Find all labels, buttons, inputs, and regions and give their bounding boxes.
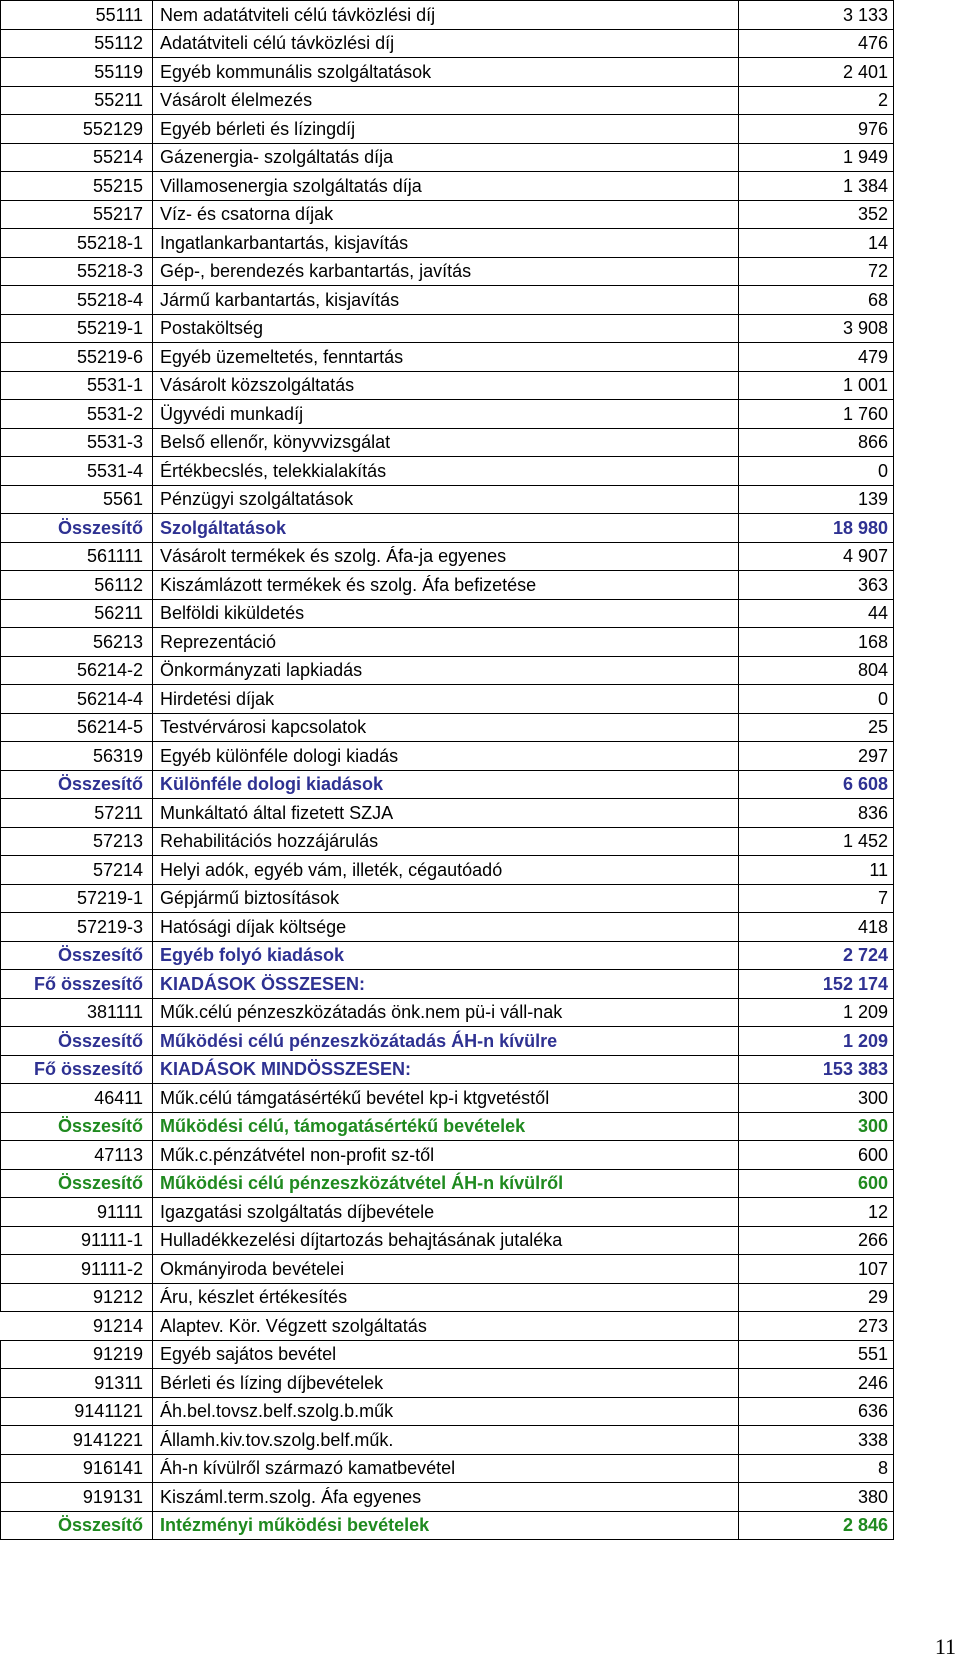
account-name-cell: Adatátviteli célú távközlési díj <box>153 29 739 58</box>
account-name-cell: Önkormányzati lapkiadás <box>153 656 739 685</box>
table-row <box>1 1397 894 1426</box>
amount-cell: 363 <box>739 571 894 600</box>
amount-cell: 300 <box>739 1084 894 1113</box>
account-name-cell: Műk.célú támgatásértékű bevétel kp-i ktgvetéstől <box>153 1084 739 1113</box>
account-code-cell: 55112 <box>1 29 153 58</box>
account-name-cell: Államh.kiv.tov.szolg.belf.műk. <box>153 1426 739 1455</box>
table-row <box>1 428 894 457</box>
amount-cell: 6 608 <box>739 770 894 799</box>
table-row <box>1 827 894 856</box>
amount-cell: 600 <box>739 1141 894 1170</box>
account-name-cell: Műk.célú pénzeszközátadás önk.nem pü-i váll-nak <box>153 998 739 1027</box>
account-code-cell: 55218-4 <box>1 286 153 315</box>
account-name-cell: KIADÁSOK MINDÖSSZESEN: <box>153 1055 739 1084</box>
amount-cell: 1 384 <box>739 172 894 201</box>
account-code-cell: 57219-3 <box>1 913 153 942</box>
subtotal-row <box>1 770 894 799</box>
amount-cell: 107 <box>739 1255 894 1284</box>
amount-cell: 418 <box>739 913 894 942</box>
account-name-cell: Bérleti és lízing díjbevételek <box>153 1369 739 1398</box>
account-name-cell: Postaköltség <box>153 314 739 343</box>
account-code-cell: 381111 <box>1 998 153 1027</box>
amount-cell: 1 209 <box>739 998 894 1027</box>
amount-cell: 352 <box>739 200 894 229</box>
table-row <box>1 856 894 885</box>
subtotal-row <box>1 1169 894 1198</box>
amount-cell: 300 <box>739 1112 894 1141</box>
table-row <box>1 485 894 514</box>
account-name-cell: Egyéb sajátos bevétel <box>153 1340 739 1369</box>
table-row <box>1 1255 894 1284</box>
account-name-cell: Hirdetési díjak <box>153 685 739 714</box>
account-code-cell: 91214 <box>1 1312 153 1341</box>
account-code-cell: 561111 <box>1 542 153 571</box>
account-code-cell: 5531-2 <box>1 400 153 429</box>
account-name-cell: Különféle dologi kiadások <box>153 770 739 799</box>
account-code-cell: Összesítő <box>1 941 153 970</box>
subtotal-row <box>1 941 894 970</box>
table-row <box>1 1312 894 1341</box>
account-name-cell: Vásárolt élelmezés <box>153 86 739 115</box>
amount-cell: 168 <box>739 628 894 657</box>
account-code-cell: 552129 <box>1 115 153 144</box>
subtotal-row <box>1 514 894 543</box>
subtotal-row <box>1 1055 894 1084</box>
account-name-cell: Okmányiroda bevételei <box>153 1255 739 1284</box>
account-code-cell: 57219-1 <box>1 884 153 913</box>
account-code-cell: 55219-6 <box>1 343 153 372</box>
account-code-cell: 55214 <box>1 143 153 172</box>
account-name-cell: Nem adatátviteli célú távközlési díj <box>153 1 739 30</box>
account-code-cell: 91212 <box>1 1283 153 1312</box>
account-code-cell: 5531-3 <box>1 428 153 457</box>
account-code-cell: 5531-4 <box>1 457 153 486</box>
ledger-body <box>1 1 894 1540</box>
account-name-cell: Jármű karbantartás, kisjavítás <box>153 286 739 315</box>
table-row <box>1 884 894 913</box>
amount-cell: 1 001 <box>739 371 894 400</box>
table-row <box>1 913 894 942</box>
account-code-cell: Összesítő <box>1 1027 153 1056</box>
account-code-cell: 55218-3 <box>1 257 153 286</box>
amount-cell: 44 <box>739 599 894 628</box>
amount-cell: 636 <box>739 1397 894 1426</box>
amount-cell: 2 401 <box>739 58 894 87</box>
amount-cell: 476 <box>739 29 894 58</box>
table-row <box>1 286 894 315</box>
table-row <box>1 742 894 771</box>
account-code-cell: 46411 <box>1 1084 153 1113</box>
account-code-cell: 55211 <box>1 86 153 115</box>
amount-cell: 551 <box>739 1340 894 1369</box>
account-code-cell: 91111-1 <box>1 1226 153 1255</box>
table-row <box>1 257 894 286</box>
account-code-cell: 55219-1 <box>1 314 153 343</box>
amount-cell: 3 908 <box>739 314 894 343</box>
account-name-cell: Működési célú, támogatásértékű bevételek <box>153 1112 739 1141</box>
account-name-cell: Vásárolt közszolgáltatás <box>153 371 739 400</box>
amount-cell: 7 <box>739 884 894 913</box>
account-name-cell: Villamosenergia szolgáltatás díja <box>153 172 739 201</box>
account-code-cell: 55217 <box>1 200 153 229</box>
table-row <box>1 1084 894 1113</box>
amount-cell: 29 <box>739 1283 894 1312</box>
account-code-cell: 56214-5 <box>1 713 153 742</box>
amount-cell: 68 <box>739 286 894 315</box>
table-row <box>1 1141 894 1170</box>
account-name-cell: Rehabilitációs hozzájárulás <box>153 827 739 856</box>
table-row <box>1 1369 894 1398</box>
table-row <box>1 542 894 571</box>
amount-cell: 804 <box>739 656 894 685</box>
account-code-cell: 55119 <box>1 58 153 87</box>
table-row <box>1 1283 894 1312</box>
account-name-cell: Áru, készlet értékesítés <box>153 1283 739 1312</box>
amount-cell: 152 174 <box>739 970 894 999</box>
account-name-cell: Egyéb bérleti és lízingdíj <box>153 115 739 144</box>
account-name-cell: Kiszáml.term.szolg. Áfa egyenes <box>153 1483 739 1512</box>
account-code-cell: 56112 <box>1 571 153 600</box>
subtotal-row <box>1 1511 894 1540</box>
amount-cell: 153 383 <box>739 1055 894 1084</box>
account-name-cell: Belső ellenőr, könyvvizsgálat <box>153 428 739 457</box>
table-row <box>1 200 894 229</box>
account-name-cell: Műk.c.pénzátvétel non-profit sz-től <box>153 1141 739 1170</box>
amount-cell: 11 <box>739 856 894 885</box>
table-row <box>1 1483 894 1512</box>
account-code-cell: Összesítő <box>1 770 153 799</box>
table-row <box>1 86 894 115</box>
subtotal-row <box>1 970 894 999</box>
amount-cell: 297 <box>739 742 894 771</box>
amount-cell: 866 <box>739 428 894 457</box>
table-row <box>1 998 894 1027</box>
account-name-cell: Munkáltató által fizetett SZJA <box>153 799 739 828</box>
account-code-cell: Összesítő <box>1 1511 153 1540</box>
account-name-cell: Értékbecslés, telekkialakítás <box>153 457 739 486</box>
account-name-cell: Vásárolt termékek és szolg. Áfa-ja egyenes <box>153 542 739 571</box>
amount-cell: 600 <box>739 1169 894 1198</box>
account-name-cell: Gép-, berendezés karbantartás, javítás <box>153 257 739 286</box>
account-name-cell: Reprezentáció <box>153 628 739 657</box>
table-row <box>1 799 894 828</box>
table-row <box>1 656 894 685</box>
table-row <box>1 314 894 343</box>
account-code-cell: Fő összesítő <box>1 1055 153 1084</box>
account-code-cell: 56211 <box>1 599 153 628</box>
account-code-cell: 56319 <box>1 742 153 771</box>
account-name-cell: Szolgáltatások <box>153 514 739 543</box>
account-name-cell: Hatósági díjak költsége <box>153 913 739 942</box>
amount-cell: 0 <box>739 685 894 714</box>
amount-cell: 4 907 <box>739 542 894 571</box>
table-row <box>1 400 894 429</box>
account-code-cell: 56214-2 <box>1 656 153 685</box>
account-code-cell: 9141121 <box>1 1397 153 1426</box>
table-row <box>1 1198 894 1227</box>
amount-cell: 976 <box>739 115 894 144</box>
account-code-cell: Összesítő <box>1 1112 153 1141</box>
account-code-cell: 919131 <box>1 1483 153 1512</box>
amount-cell: 14 <box>739 229 894 258</box>
amount-cell: 1 452 <box>739 827 894 856</box>
account-code-cell: Összesítő <box>1 1169 153 1198</box>
table-row <box>1 1226 894 1255</box>
table-row <box>1 628 894 657</box>
subtotal-row <box>1 1112 894 1141</box>
table-row <box>1 143 894 172</box>
account-code-cell: Összesítő <box>1 514 153 543</box>
account-name-cell: Gépjármű biztosítások <box>153 884 739 913</box>
account-code-cell: 57211 <box>1 799 153 828</box>
table-row <box>1 58 894 87</box>
amount-cell: 72 <box>739 257 894 286</box>
account-name-cell: Víz- és csatorna díjak <box>153 200 739 229</box>
page-number: 11 <box>934 1634 956 1659</box>
table-row <box>1 571 894 600</box>
amount-cell: 2 846 <box>739 1511 894 1540</box>
amount-cell: 380 <box>739 1483 894 1512</box>
account-code-cell: 9141221 <box>1 1426 153 1455</box>
account-code-cell: 91311 <box>1 1369 153 1398</box>
table-row <box>1 1454 894 1483</box>
account-name-cell: Belföldi kiküldetés <box>153 599 739 628</box>
account-name-cell: Egyéb kommunális szolgáltatások <box>153 58 739 87</box>
amount-cell: 1 209 <box>739 1027 894 1056</box>
amount-cell: 246 <box>739 1369 894 1398</box>
table-row <box>1 343 894 372</box>
account-code-cell: 916141 <box>1 1454 153 1483</box>
table-row <box>1 229 894 258</box>
account-name-cell: Egyéb üzemeltetés, fenntartás <box>153 343 739 372</box>
amount-cell: 266 <box>739 1226 894 1255</box>
account-code-cell: 55218-1 <box>1 229 153 258</box>
table-row <box>1 1340 894 1369</box>
account-name-cell: KIADÁSOK ÖSSZESEN: <box>153 970 739 999</box>
account-code-cell: 91219 <box>1 1340 153 1369</box>
account-code-cell: 56214-4 <box>1 685 153 714</box>
table-row <box>1 599 894 628</box>
account-code-cell: 47113 <box>1 1141 153 1170</box>
account-name-cell: Hulladékkezelési díjtartozás behajtásának jutaléka <box>153 1226 739 1255</box>
account-name-cell: Intézményi működési bevételek <box>153 1511 739 1540</box>
amount-cell: 8 <box>739 1454 894 1483</box>
amount-cell: 12 <box>739 1198 894 1227</box>
account-code-cell: 5531-1 <box>1 371 153 400</box>
amount-cell: 479 <box>739 343 894 372</box>
account-name-cell: Egyéb különféle dologi kiadás <box>153 742 739 771</box>
amount-cell: 1 760 <box>739 400 894 429</box>
account-code-cell: 55111 <box>1 1 153 30</box>
account-name-cell: Áh-n kívülről származó kamatbevétel <box>153 1454 739 1483</box>
amount-cell: 139 <box>739 485 894 514</box>
table-row <box>1 457 894 486</box>
table-row <box>1 29 894 58</box>
account-code-cell: 91111-2 <box>1 1255 153 1284</box>
table-row <box>1 713 894 742</box>
account-name-cell: Testvérvárosi kapcsolatok <box>153 713 739 742</box>
amount-cell: 0 <box>739 457 894 486</box>
amount-cell: 3 133 <box>739 1 894 30</box>
subtotal-row <box>1 1027 894 1056</box>
account-name-cell: Működési célú pénzeszközátadás ÁH-n kívülre <box>153 1027 739 1056</box>
account-code-cell: 57214 <box>1 856 153 885</box>
account-code-cell: 56213 <box>1 628 153 657</box>
account-name-cell: Alaptev. Kör. Végzett szolgáltatás <box>153 1312 739 1341</box>
account-name-cell: Ingatlankarbantartás, kisjavítás <box>153 229 739 258</box>
account-name-cell: Helyi adók, egyéb vám, illeték, cégautóadó <box>153 856 739 885</box>
account-code-cell: Fő összesítő <box>1 970 153 999</box>
account-code-cell: 91111 <box>1 1198 153 1227</box>
amount-cell: 836 <box>739 799 894 828</box>
account-code-cell: 55215 <box>1 172 153 201</box>
amount-cell: 2 <box>739 86 894 115</box>
amount-cell: 18 980 <box>739 514 894 543</box>
account-name-cell: Igazgatási szolgáltatás díjbevétele <box>153 1198 739 1227</box>
account-code-cell: 57213 <box>1 827 153 856</box>
account-name-cell: Áh.bel.tovsz.belf.szolg.b.műk <box>153 1397 739 1426</box>
account-name-cell: Egyéb folyó kiadások <box>153 941 739 970</box>
amount-cell: 1 949 <box>739 143 894 172</box>
table-row <box>1 115 894 144</box>
account-name-cell: Gázenergia- szolgáltatás díja <box>153 143 739 172</box>
table-row <box>1 685 894 714</box>
account-name-cell: Pénzügyi szolgáltatások <box>153 485 739 514</box>
table-row <box>1 1426 894 1455</box>
amount-cell: 338 <box>739 1426 894 1455</box>
account-code-cell: 5561 <box>1 485 153 514</box>
table-row <box>1 172 894 201</box>
table-row <box>1 1 894 30</box>
account-name-cell: Kiszámlázott termékek és szolg. Áfa befizetése <box>153 571 739 600</box>
amount-cell: 273 <box>739 1312 894 1341</box>
account-name-cell: Ügyvédi munkadíj <box>153 400 739 429</box>
amount-cell: 25 <box>739 713 894 742</box>
account-name-cell: Működési célú pénzeszközátvétel ÁH-n kívülről <box>153 1169 739 1198</box>
amount-cell: 2 724 <box>739 941 894 970</box>
table-row <box>1 371 894 400</box>
